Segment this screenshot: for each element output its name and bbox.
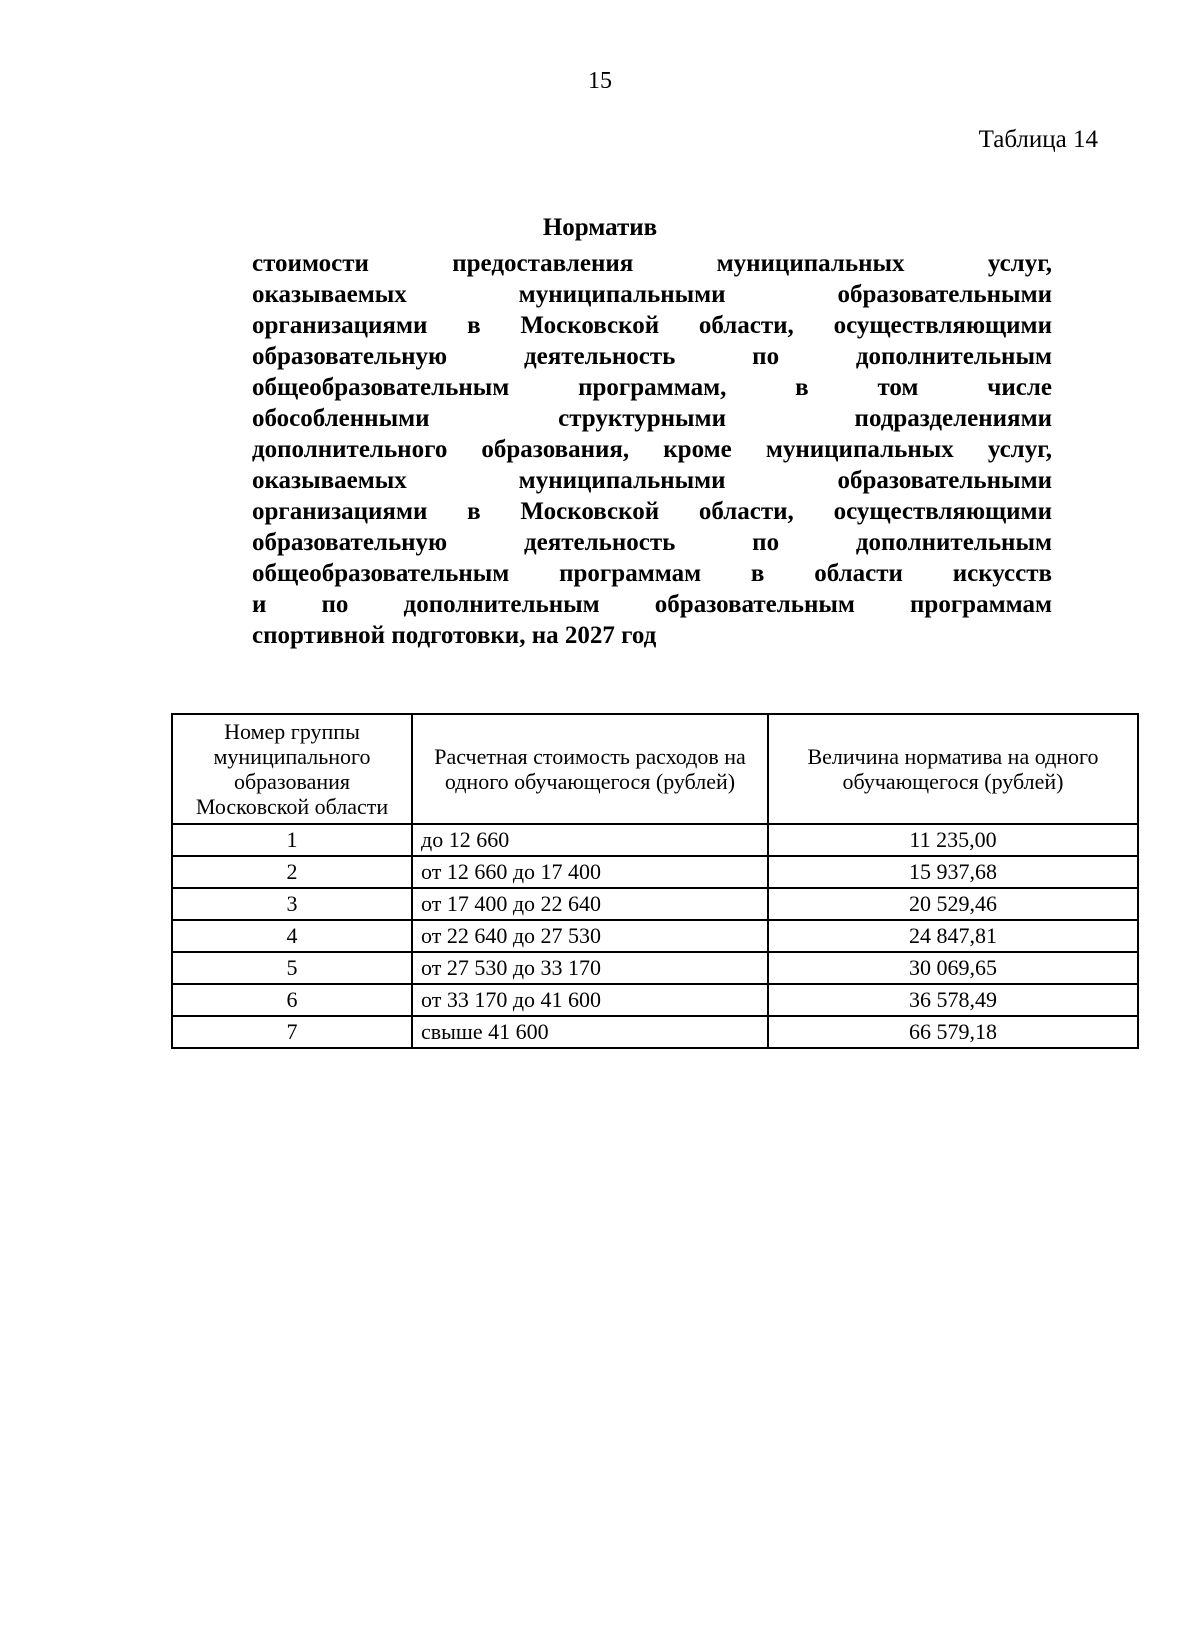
header-norm-value: Величина норматива на одного обучающегося (рублей) — [768, 714, 1138, 824]
document-title: Норматив — [542, 214, 658, 241]
subtitle-line: общеобразовательным программам в области искусств — [252, 560, 1052, 587]
subtitle-line: общеобразовательным программам, в том числе — [252, 374, 1052, 401]
cell-group-number: 7 — [172, 1016, 412, 1048]
cell-group-number: 4 — [172, 920, 412, 952]
table-label: Таблица 14 — [978, 126, 1098, 153]
cell-cost-range: от 12 660 до 17 400 — [412, 856, 768, 888]
table-row — [172, 920, 1138, 952]
table-header-row — [172, 714, 1138, 824]
cell-norm-value: 36 578,49 — [768, 984, 1138, 1016]
cell-norm-value: 66 579,18 — [768, 1016, 1138, 1048]
norms-table — [171, 713, 1139, 1049]
cell-group-number: 3 — [172, 888, 412, 920]
cell-cost-range: от 27 530 до 33 170 — [412, 952, 768, 984]
cell-group-number: 6 — [172, 984, 412, 1016]
cell-cost-range: до 12 660 — [412, 824, 768, 856]
subtitle-line: обособленными структурными подразделениями — [252, 405, 1052, 432]
cell-group-number: 1 — [172, 824, 412, 856]
cell-norm-value: 11 235,00 — [768, 824, 1138, 856]
document-subtitle — [252, 248, 1052, 651]
cell-cost-range: от 22 640 до 27 530 — [412, 920, 768, 952]
subtitle-line: оказываемых муниципальными образовательными — [252, 281, 1052, 308]
table-row — [172, 888, 1138, 920]
cell-cost-range: от 33 170 до 41 600 — [412, 984, 768, 1016]
subtitle-line: спортивной подготовки, на 2027 год — [252, 622, 657, 649]
subtitle-line: стоимости предоставления муниципальных услуг, — [252, 250, 1052, 277]
subtitle-line: дополнительного образования, кроме муниципальных услуг, — [252, 436, 1052, 463]
cell-cost-range: свыше 41 600 — [412, 1016, 768, 1048]
cell-norm-value: 24 847,81 — [768, 920, 1138, 952]
subtitle-line: организациями в Московской области, осуществляющими — [252, 312, 1052, 339]
table-row — [172, 856, 1138, 888]
page-number: 15 — [588, 68, 612, 94]
subtitle-line: образовательную деятельность по дополнительным — [252, 343, 1052, 370]
cell-norm-value: 30 069,65 — [768, 952, 1138, 984]
subtitle-line: организациями в Московской области, осуществляющими — [252, 498, 1052, 525]
table-row — [172, 1016, 1138, 1048]
header-group-number: Номер группы муниципального образования Московской области — [172, 714, 412, 824]
cell-cost-range: от 17 400 до 22 640 — [412, 888, 768, 920]
cell-norm-value: 20 529,46 — [768, 888, 1138, 920]
subtitle-line: оказываемых муниципальными образовательными — [252, 467, 1052, 494]
subtitle-line: и по дополнительным образовательным программам — [252, 591, 1052, 618]
subtitle-line: образовательную деятельность по дополнительным — [252, 529, 1052, 556]
cell-group-number: 5 — [172, 952, 412, 984]
table-row — [172, 952, 1138, 984]
cell-norm-value: 15 937,68 — [768, 856, 1138, 888]
table-row — [172, 984, 1138, 1016]
table-row — [172, 824, 1138, 856]
header-estimated-cost: Расчетная стоимость расходов на одного обучающегося (рублей) — [412, 714, 768, 824]
cell-group-number: 2 — [172, 856, 412, 888]
